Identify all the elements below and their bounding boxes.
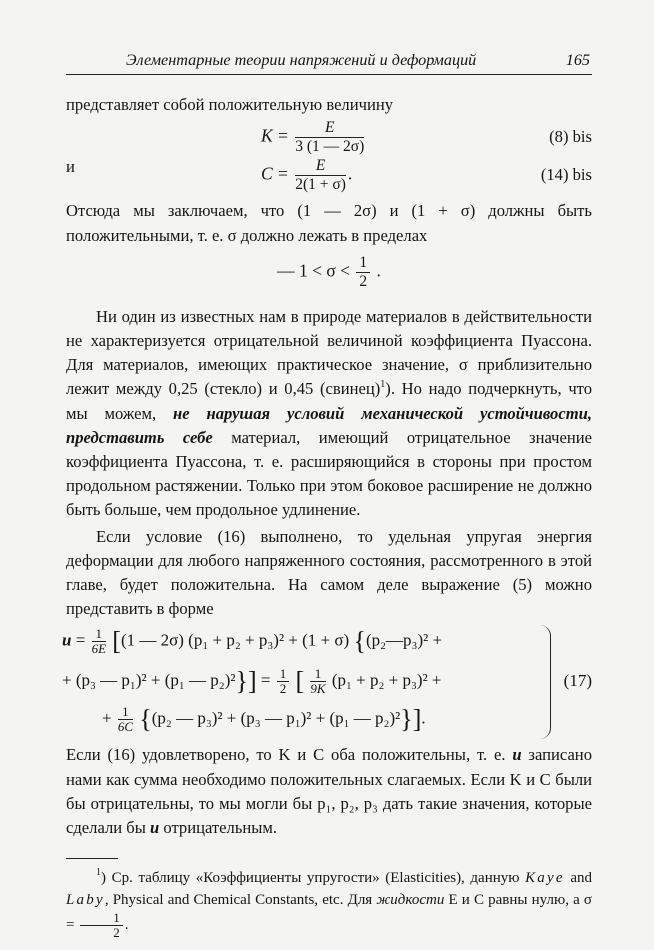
eq17-line-1: u = $\frac{1}{6E}$ [(1 — 2σ) (p₁ + p₂ + p₃)² + (1 + σ) {(p₂—p₃)² + (62, 626, 443, 657)
eq17-line-3: + $\frac{1}{6C}$ {(p₂ — p₃)² + (p₃ — p₁)² + (p₁ — p₂)²}]. (102, 704, 426, 735)
paragraph-1: Отсюда мы заключаем, что (1 — 2σ) и (1 + σ) должны быть положительными, т. е. σ должно лежать в пределах (66, 201, 592, 245)
paragraph-2: Ни один из известных нам в природе материалов в действительности не характеризуется отрицательной величиной коэффициента Пуассона. Для материалов, имеющих практическое значение, σ приблизительно лежит между 0,25 (стекло) и 0,45 (свинец)$^1$). Но надо подчеркнуть, что мы можем, не нарушая условий механической устойчивости, представить себе материал, имеющий отрицательное значение коэффициента Пуассона, т. е. расширяющийся в стороны при простом продольном растяжении. Только при этом боковое расширение не должно быть больше, чем продольное удлинение. (66, 306, 592, 520)
equation-17 (62, 625, 592, 743)
page-number: 165 (565, 51, 590, 69)
emphasis-text: не нарушая условий механической устойчивости, представить себе (66, 403, 592, 447)
eq-c-fraction: $\frac{E}{2(1 + \sigma)}$ (295, 157, 346, 194)
page (62, 48, 592, 941)
eq-c-tag: (14) bis (540, 165, 592, 185)
footnote-rule (66, 858, 118, 859)
equation-14-bis: и C = $\frac{E}{2(1 + \sigma)}$ . (14) bis (66, 157, 592, 194)
eq-k-tag: (8) bis (549, 127, 592, 147)
right-brace (540, 625, 551, 739)
paragraph-3: Если условие (16) выполнено, то удельная упругая энергия деформации для любого напряженного состояния, рассмотренного в этой главе, будет положительна. На самом деле выражение (5) можно представить в форме (66, 526, 592, 619)
inequality: — 1 < σ < $\frac{1}{2}$ . (277, 253, 381, 290)
and-word: и (66, 157, 75, 177)
equation-8-bis (66, 117, 592, 155)
eq-k-fraction: $\frac{E}{3 (1 — 2\sigma)}$ (295, 119, 365, 156)
eq-c-lhs: C = (261, 163, 289, 184)
running-header (66, 48, 592, 75)
paragraph-4: Если (16) удовлетворено, то K и C оба положительны, т. е. u записано нами как сумма необходимо положительных слагаемых. Если K и C были бы отрицательны, то мы могли бы p₁, p₂, p₃ дать такие значения, которые сделали бы u отрицательным. (66, 745, 592, 838)
footnote: $^1$) Ср. таблицу «Коэффициенты упругости» (Elasticities), данную Kaye and Laby, Physical and Chemical Constants, etc. Для жидкости E и C равны нулю, а σ = $\frac{1}{2}$ . (66, 867, 592, 941)
header-title: Элементарные теории напряжений и деформаций (126, 51, 477, 69)
footnote-mark: 1 (380, 379, 386, 391)
intro-line: представляет собой положительную величину (66, 95, 393, 115)
eq17-line-2: + (p₃ — p₁)² + (p₁ — p₂)²}] = $\frac{1}{2}$ [ $\frac{1}{9K}$ (p₁ + p₂ + p₃)² + (62, 666, 442, 697)
eq-k-lhs: K = (261, 125, 289, 146)
eq17-tag: (17) (563, 671, 592, 691)
